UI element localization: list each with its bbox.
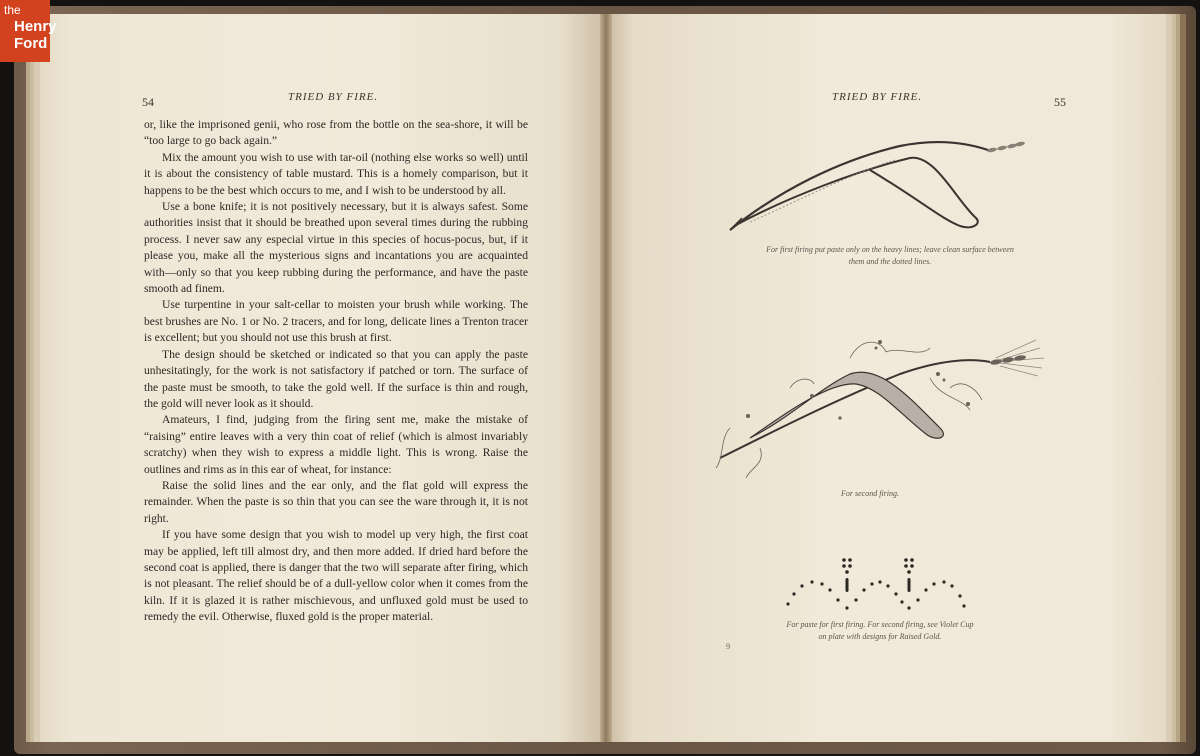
right-running-head: TRIED BY FIRE. [832, 91, 923, 103]
caption-line: them and the dotted lines. [848, 257, 932, 266]
left-running-head: TRIED BY FIRE. [288, 91, 379, 103]
figure-caption-1 [720, 244, 1060, 268]
paragraph: Raise the solid lines and the ear only, and the flat gold will express the remainder. When the paste is so thin that you can see the ware through it, it is not right. [144, 478, 528, 525]
right-page-number: 55 [1054, 95, 1066, 109]
caption-line: on plate with designs for Raised Gold. [818, 632, 942, 641]
logo-word-ford: Ford [14, 35, 48, 52]
caption-line: For first firing put paste only on the heavy lines; leave clean surface between [766, 245, 1014, 254]
book-gutter [600, 14, 612, 742]
paragraph: or, like the imprisoned genii, who rose from the bottle on the sea-shore, it will be “too large to go back again.” [144, 118, 528, 148]
paragraph: Amateurs, I find, judging from the firing sent me, make the mistake of “raising” entire leaves with a very thin coat of relief (which is almost invariably scratchy) when they wish to express a middle light. This is wrong. Raise the outlines and rims as in this ear of wheat, for instance: [144, 413, 528, 476]
paragraph: Mix the amount you wish to use with tar-oil (nothing else works so well) until it is about the consistency of table mustard. This is a homely comparison, but it happens to be the best which occurs to me, and I wish to be understood by all. [144, 150, 528, 197]
wheat-outline-figure [720, 130, 1040, 240]
paragraph: Use turpentine in your salt-cellar to moisten your brush while working. The best brushes are No. 1 or No. 2 tracers, and for long, delicate lines a Trenton tracer is excellent; but you should not use this brush at first. [144, 298, 528, 345]
paragraph: The design should be sketched or indicated so that you can apply the paste unhesitatingly, for the work is not satisfactory if patched or torn. The surface of the paste must be smooth, to take the gold well. If the surface is thin and rough, the gold will never look as it should. [144, 347, 528, 410]
paragraph: Use a bone knife; it is not positively necessary, but it is always safest. Some authorities insist that it should be breathed upon several times during the rubbing process. I never saw any especial virtue in this species of hocus-pocus, but, if it please you, make all the mysterious signs and incantations you are acquainted with—only so that you keep rubbing during the performance, and have the paste smooth ad finem. [144, 200, 528, 296]
logo-word-henry: Henry [14, 18, 57, 35]
logo-word-the: the [4, 3, 21, 17]
signature-mark: 9 [726, 642, 730, 651]
caption-line: For paste for first firing. For second firing, see Violet Cup [786, 620, 974, 629]
wheat-vine-figure [700, 318, 1060, 483]
henry-ford-logo [0, 0, 57, 62]
figure-caption-3 [740, 619, 1020, 643]
left-page-body [144, 117, 528, 626]
left-page-number: 54 [142, 95, 154, 109]
dot-pattern-figure [780, 552, 970, 614]
paragraph: If you have some design that you wish to model up very high, the first coat may be applied, left till almost dry, and then more added. If dried hard before the second coat is applied, there is danger that the two will separate after firing, which is not pleasant. The relief should be of a dull-yellow color when it comes from the kiln. If it is glazed it is rather mischievous, and unfluxed gold must be used to remedy the evil. Otherwise, fluxed gold is the proper material. [144, 528, 528, 624]
figure-caption-2: For second firing. [841, 489, 899, 498]
